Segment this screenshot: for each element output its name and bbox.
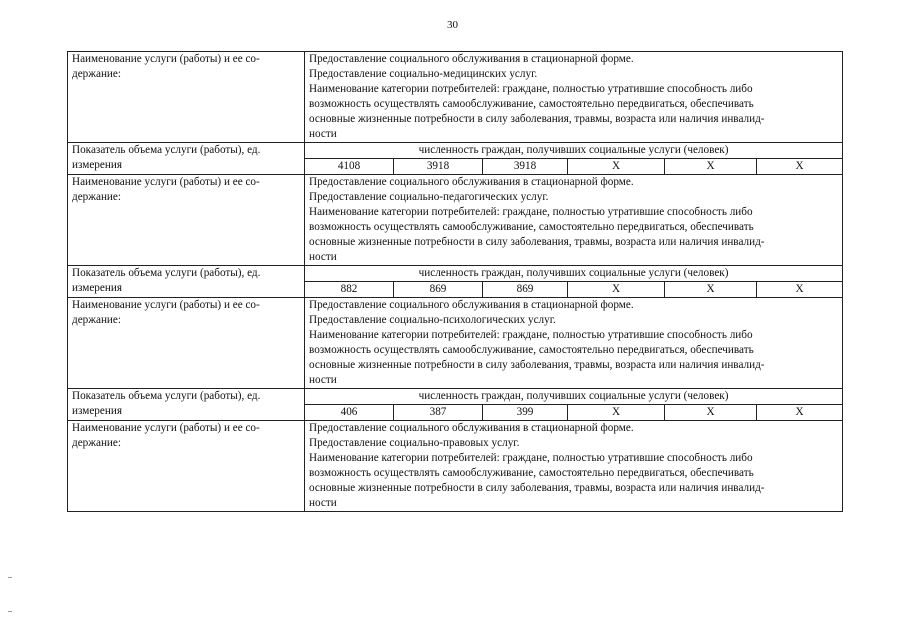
service-label: Наименование услуги (работы) и ее со- держание: <box>68 175 305 266</box>
service-description: Предоставление социального обслуживания в стационарной форме. Предоставление социально-медицинских услуг. Наименование категории потребителей: граждане, полностью утратившие способность либо возможность осуществлять самообслуживание, самостоятельно передвигаться, обеспечивать основные жизненные потребности в силу заболевания, травмы, возраста или наличия инвалид- ности <box>305 52 843 143</box>
service-description: Предоставление социального обслуживания в стационарной форме. Предоставление социально-правовых услуг. Наименование категории потребителей: граждане, полностью утратившие способность либо возможность осуществлять самообслуживание, самостоятельно передвигаться, обеспечивать основные жизненные потребности в силу заболевания, травмы, возраста или наличия инвалид- ности <box>305 421 843 512</box>
service-description: Предоставление социального обслуживания в стационарной форме. Предоставление социально-психологических услуг. Наименование категории потребителей: граждане, полностью утратившие способность либо возможность осуществлять самообслуживание, самостоятельно передвигаться, обеспечивать основные жизненные потребности в силу заболевания, травмы, возраста или наличия инвалид- ности <box>305 298 843 389</box>
indicator-label: Показатель объема услуги (работы), ед. измерения <box>68 389 305 421</box>
value-cell: 406 <box>305 405 394 421</box>
service-description: Предоставление социального обслуживания в стационарной форме. Предоставление социально-педагогических услуг. Наименование категории потребителей: граждане, полностью утратившие способность либо возможность осуществлять самообслуживание, самостоятельно передвигаться, обеспечивать основные жизненные потребности в силу заболевания, травмы, возраста или наличия инвалид- ности <box>305 175 843 266</box>
value-cell: X <box>568 282 665 298</box>
unit-label: численность граждан, получивших социальные услуги (человек) <box>305 389 843 405</box>
value-cell: X <box>665 159 757 175</box>
value-cell: X <box>757 405 843 421</box>
value-cell: 387 <box>394 405 483 421</box>
value-cell: X <box>665 405 757 421</box>
value-cell: 3918 <box>483 159 568 175</box>
scan-mark <box>8 611 12 612</box>
service-row <box>68 298 843 389</box>
indicator-label: Показатель объема услуги (работы), ед. измерения <box>68 143 305 175</box>
indicator-label: Показатель объема услуги (работы), ед. измерения <box>68 266 305 298</box>
scan-mark <box>8 577 12 578</box>
value-cell: 4108 <box>305 159 394 175</box>
service-label: Наименование услуги (работы) и ее со- держание: <box>68 298 305 389</box>
unit-label: численность граждан, получивших социальные услуги (человек) <box>305 143 843 159</box>
value-cell: 399 <box>483 405 568 421</box>
indicator-row <box>68 266 843 282</box>
service-label: Наименование услуги (работы) и ее со- держание: <box>68 421 305 512</box>
value-cell: X <box>568 405 665 421</box>
unit-label: численность граждан, получивших социальные услуги (человек) <box>305 266 843 282</box>
service-row <box>68 175 843 266</box>
service-row <box>68 52 843 143</box>
value-cell: 3918 <box>394 159 483 175</box>
service-row <box>68 421 843 512</box>
value-cell: X <box>665 282 757 298</box>
value-cell: X <box>757 282 843 298</box>
value-cell: X <box>568 159 665 175</box>
value-cell: 882 <box>305 282 394 298</box>
services-table <box>67 51 843 512</box>
service-label: Наименование услуги (работы) и ее со- держание: <box>68 52 305 143</box>
page-number: 30 <box>447 19 458 31</box>
indicator-row <box>68 143 843 159</box>
value-cell: 869 <box>394 282 483 298</box>
value-cell: 869 <box>483 282 568 298</box>
value-cell: X <box>757 159 843 175</box>
indicator-row <box>68 389 843 405</box>
